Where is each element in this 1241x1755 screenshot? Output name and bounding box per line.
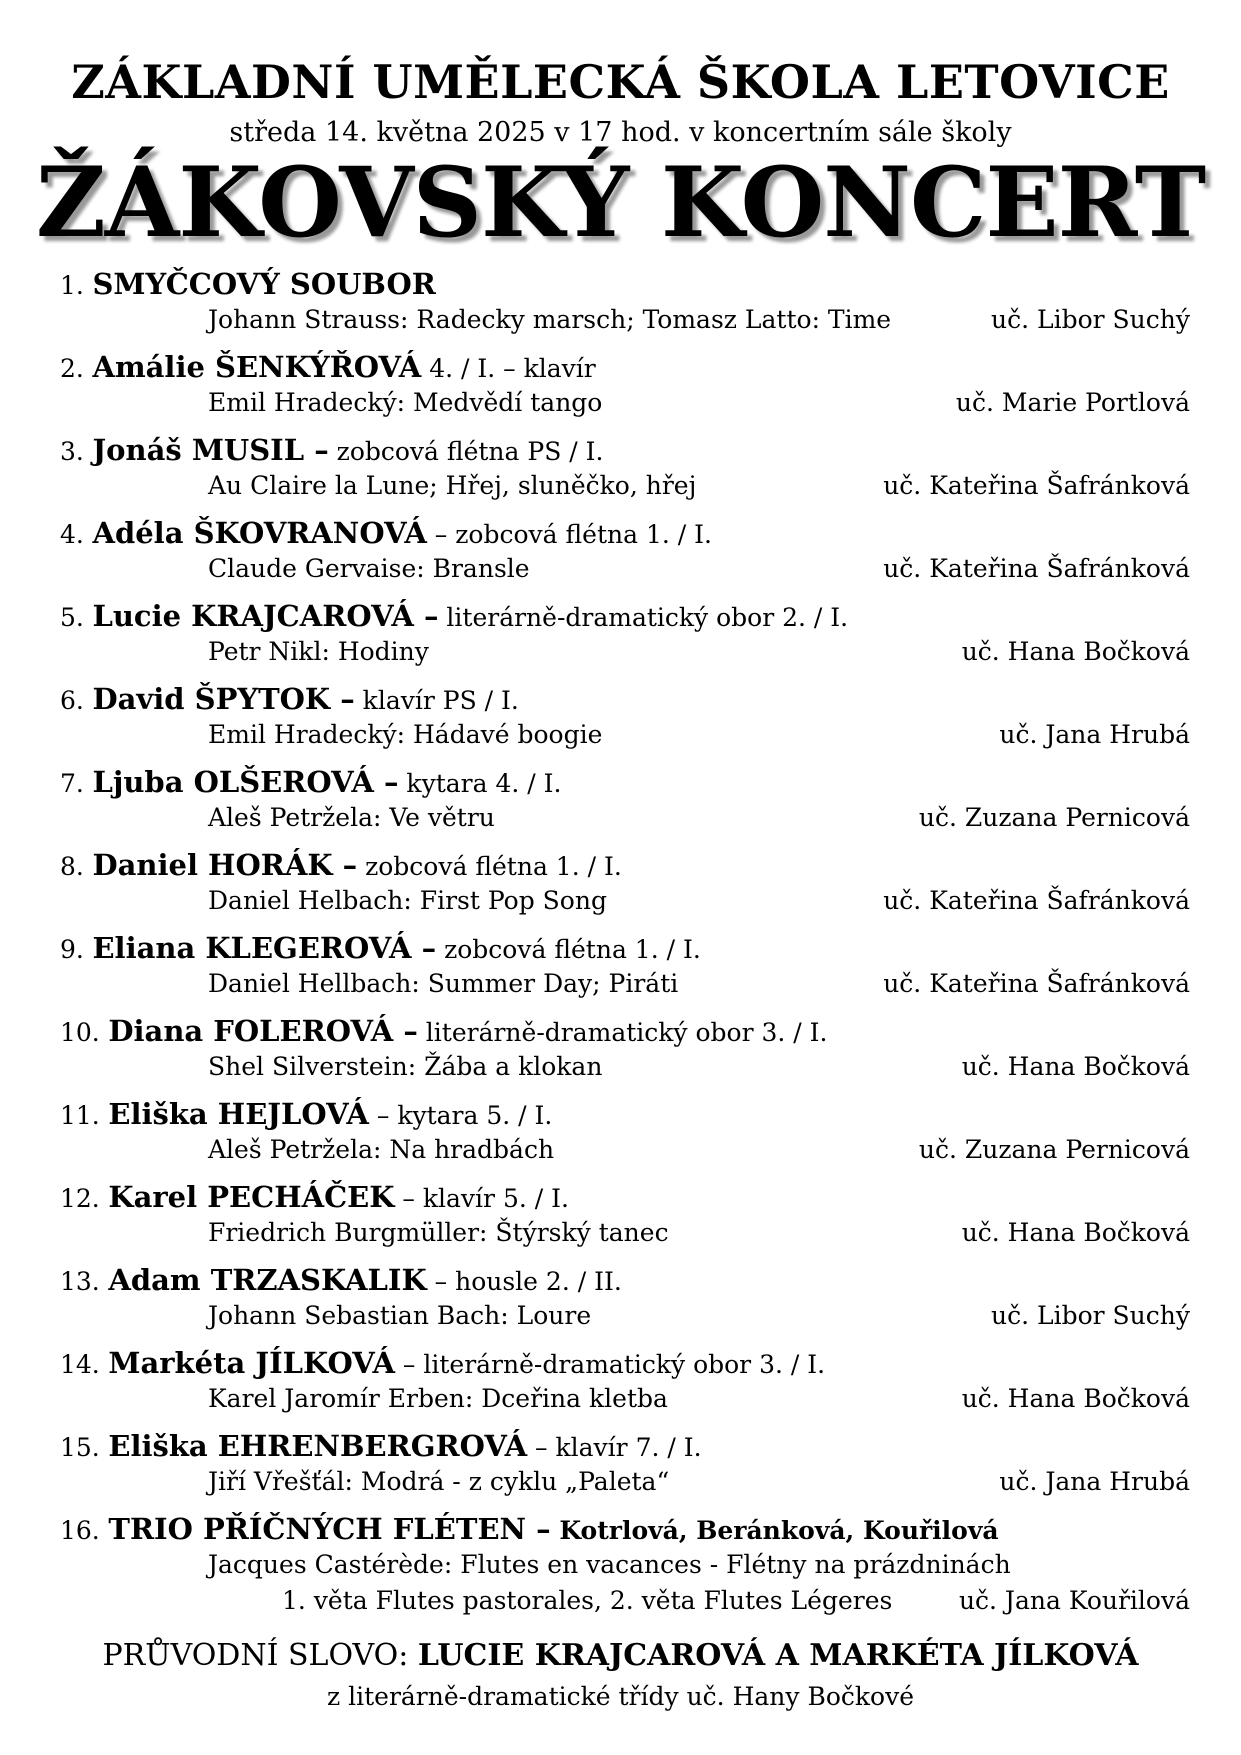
performer-name: Adam TRZASKALIK bbox=[108, 1263, 427, 1297]
program-item bbox=[60, 1426, 1190, 1509]
item-number: 1. bbox=[60, 271, 84, 300]
program-item bbox=[60, 1343, 1190, 1426]
program-item bbox=[60, 596, 1190, 679]
item-number: 12. bbox=[60, 1184, 100, 1213]
performer-name: Diana FOLEROVÁ – bbox=[108, 1014, 418, 1048]
instrument-detail: – housle 2. / II. bbox=[426, 1267, 622, 1296]
piece-title: Karel Jaromír Erben: Dceřina kletba bbox=[208, 1384, 668, 1413]
piece-movements: 1. věta Flutes pastorales, 2. věta Flutes Légeres bbox=[282, 1586, 893, 1615]
instrument-detail: – literárně-dramatický obor 3. / I. bbox=[394, 1350, 826, 1379]
teacher-name: uč. Libor Suchý bbox=[991, 1301, 1190, 1330]
instrument-detail: literárně-dramatický obor 2. / I. bbox=[438, 603, 849, 632]
performer-line bbox=[60, 1426, 702, 1466]
teacher-name: uč. Kateřina Šafránková bbox=[883, 886, 1190, 915]
performer-line bbox=[60, 1094, 552, 1134]
program-item bbox=[60, 1011, 1190, 1094]
program-item bbox=[60, 430, 1190, 513]
teacher-name: uč. Kateřina Šafránková bbox=[883, 554, 1190, 583]
instrument-detail: klavír PS / I. bbox=[354, 686, 519, 715]
performer-name: Eliška HEJLOVÁ bbox=[108, 1097, 369, 1131]
item-number: 5. bbox=[60, 603, 84, 632]
item-number: 14. bbox=[60, 1350, 100, 1379]
piece-title: Emil Hradecký: Hádavé boogie bbox=[208, 720, 603, 749]
teacher-name: uč. Hana Bočková bbox=[961, 1052, 1190, 1081]
performer-line bbox=[60, 679, 519, 719]
instrument-detail: literárně-dramatický obor 3. / I. bbox=[417, 1018, 828, 1047]
item-number: 16. bbox=[60, 1516, 100, 1545]
performer-name: Lucie KRAJCAROVÁ – bbox=[92, 599, 439, 633]
performer-line bbox=[60, 596, 848, 636]
performer-line bbox=[60, 513, 712, 553]
program-item bbox=[60, 1094, 1190, 1177]
teacher-name: uč. Libor Suchý bbox=[991, 305, 1190, 334]
instrument-detail: – klavír 5. / I. bbox=[394, 1184, 569, 1213]
item-number: 15. bbox=[60, 1433, 100, 1462]
instrument-detail: kytara 4. / I. bbox=[398, 769, 562, 798]
item-number: 4. bbox=[60, 520, 84, 549]
piece-title: Jacques Castérède: Flutes en vacances - Flétny na prázdninách bbox=[208, 1550, 1011, 1579]
item-number: 3. bbox=[60, 437, 84, 466]
program-item bbox=[60, 928, 1190, 1011]
teacher-name: uč. Hana Bočková bbox=[961, 1218, 1190, 1247]
program-item bbox=[60, 347, 1190, 430]
performer-name: SMYČCOVÝ SOUBOR bbox=[92, 267, 436, 301]
item-number: 2. bbox=[60, 354, 84, 383]
item-number: 8. bbox=[60, 852, 84, 881]
program-item-trio bbox=[60, 1509, 1190, 1629]
performer-name: Karel PECHÁČEK bbox=[108, 1180, 395, 1214]
performer-name: Amálie ŠENKÝŘOVÁ bbox=[92, 350, 422, 384]
teacher-name: uč. Kateřina Šafránková bbox=[883, 969, 1190, 998]
piece-title: Shel Silverstein: Žába a klokan bbox=[208, 1052, 603, 1081]
performer-line bbox=[60, 347, 596, 387]
narration-names: LUCIE KRAJCAROVÁ A MARKÉTA JÍLKOVÁ bbox=[417, 1638, 1139, 1673]
school-name: ZÁKLADNÍ UMĚLECKÁ ŠKOLA LETOVICE bbox=[71, 55, 1170, 109]
program-item bbox=[60, 679, 1190, 762]
piece-title: Aleš Petržela: Na hradbách bbox=[208, 1135, 555, 1164]
teacher-name: uč. Hana Bočková bbox=[961, 1384, 1190, 1413]
teacher-name: uč. Kateřina Šafránková bbox=[883, 471, 1190, 500]
instrument-detail: – zobcová flétna 1. / I. bbox=[426, 520, 712, 549]
item-number: 9. bbox=[60, 935, 84, 964]
teacher-name: uč. Zuzana Pernicová bbox=[918, 803, 1190, 832]
item-number: 13. bbox=[60, 1267, 100, 1296]
program-item bbox=[60, 513, 1190, 596]
program-item bbox=[60, 264, 1190, 347]
item-number: 10. bbox=[60, 1018, 100, 1047]
teacher-name: uč. Zuzana Pernicová bbox=[918, 1135, 1190, 1164]
program-item bbox=[60, 1260, 1190, 1343]
instrument-detail: zobcová flétna 1. / I. bbox=[357, 852, 622, 881]
piece-title: Jiří Vřešťál: Modrá - z cyklu „Paleta“ bbox=[208, 1467, 670, 1496]
performer-name: Ljuba OLŠEROVÁ – bbox=[92, 765, 399, 799]
narration-class-note: z literárně-dramatické třídy uč. Hany Bočkové bbox=[327, 1682, 914, 1711]
instrument-detail: 4. / I. – klavír bbox=[421, 354, 596, 383]
performer-line bbox=[60, 1343, 825, 1383]
performer-name: Adéla ŠKOVRANOVÁ bbox=[92, 516, 427, 550]
piece-title: Johann Strauss: Radecky marsch; Tomasz Latto: Time bbox=[208, 305, 892, 334]
piece-title: Aleš Petržela: Ve větru bbox=[208, 803, 495, 832]
performer-line bbox=[60, 845, 622, 885]
teacher-name: uč. Marie Portlová bbox=[955, 388, 1190, 417]
performer-line bbox=[60, 928, 701, 968]
program-item bbox=[60, 1177, 1190, 1260]
ensemble-name: TRIO PŘÍČNÝCH FLÉTEN – bbox=[108, 1512, 551, 1546]
program-list bbox=[60, 264, 1190, 1629]
item-number: 7. bbox=[60, 769, 84, 798]
piece-title: Johann Sebastian Bach: Loure bbox=[208, 1301, 592, 1330]
performer-line bbox=[60, 1260, 622, 1300]
performer-name: David ŠPYTOK – bbox=[92, 682, 355, 716]
performer-line bbox=[60, 264, 436, 304]
performer-line bbox=[60, 430, 603, 470]
event-dateline: středa 14. května 2025 v 17 hod. v koncertním sále školy bbox=[229, 117, 1012, 148]
instrument-detail: – kytara 5. / I. bbox=[368, 1101, 553, 1130]
piece-title: Au Claire la Lune; Hřej, sluněčko, hřej bbox=[208, 471, 697, 500]
performer-name: Markéta JÍLKOVÁ bbox=[108, 1346, 395, 1380]
teacher-name: uč. Jana Kouřilová bbox=[958, 1586, 1190, 1615]
performer-line bbox=[60, 762, 561, 802]
teacher-name: uč. Hana Bočková bbox=[961, 637, 1190, 666]
narration-label: PRŮVODNÍ SLOVO: bbox=[102, 1638, 418, 1673]
narration-credit bbox=[0, 1635, 1241, 1677]
piece-title: Daniel Hellbach: Summer Day; Piráti bbox=[208, 969, 679, 998]
item-number: 11. bbox=[60, 1101, 100, 1130]
instrument-detail: zobcová flétna 1. / I. bbox=[436, 935, 701, 964]
performer-name: Jonáš MUSIL – bbox=[92, 433, 329, 467]
teacher-name: uč. Jana Hrubá bbox=[999, 720, 1190, 749]
item-number: 6. bbox=[60, 686, 84, 715]
teacher-name: uč. Jana Hrubá bbox=[999, 1467, 1190, 1496]
performer-name: Daniel HORÁK – bbox=[92, 848, 358, 882]
ensemble-members: Kotrlová, Beránková, Kouřilová bbox=[550, 1516, 999, 1545]
piece-title: Claude Gervaise: Bransle bbox=[208, 554, 530, 583]
piece-title: Daniel Helbach: First Pop Song bbox=[208, 886, 607, 915]
piece-title: Emil Hradecký: Medvědí tango bbox=[208, 388, 603, 417]
piece-title: Friedrich Burgmüller: Štýrský tanec bbox=[208, 1218, 669, 1247]
instrument-detail: – klavír 7. / I. bbox=[527, 1433, 702, 1462]
program-item bbox=[60, 762, 1190, 845]
performer-line bbox=[60, 1509, 999, 1549]
page-title: ŽÁKOVSKÝ KONCERT bbox=[35, 146, 1206, 259]
program-item bbox=[60, 845, 1190, 928]
piece-title: Petr Nikl: Hodiny bbox=[208, 637, 429, 666]
performer-line bbox=[60, 1177, 569, 1217]
instrument-detail: zobcová flétna PS / I. bbox=[328, 437, 604, 466]
performer-line bbox=[60, 1011, 828, 1051]
performer-name: Eliana KLEGEROVÁ – bbox=[92, 931, 437, 965]
performer-name: Eliška EHRENBERGROVÁ bbox=[108, 1429, 528, 1463]
